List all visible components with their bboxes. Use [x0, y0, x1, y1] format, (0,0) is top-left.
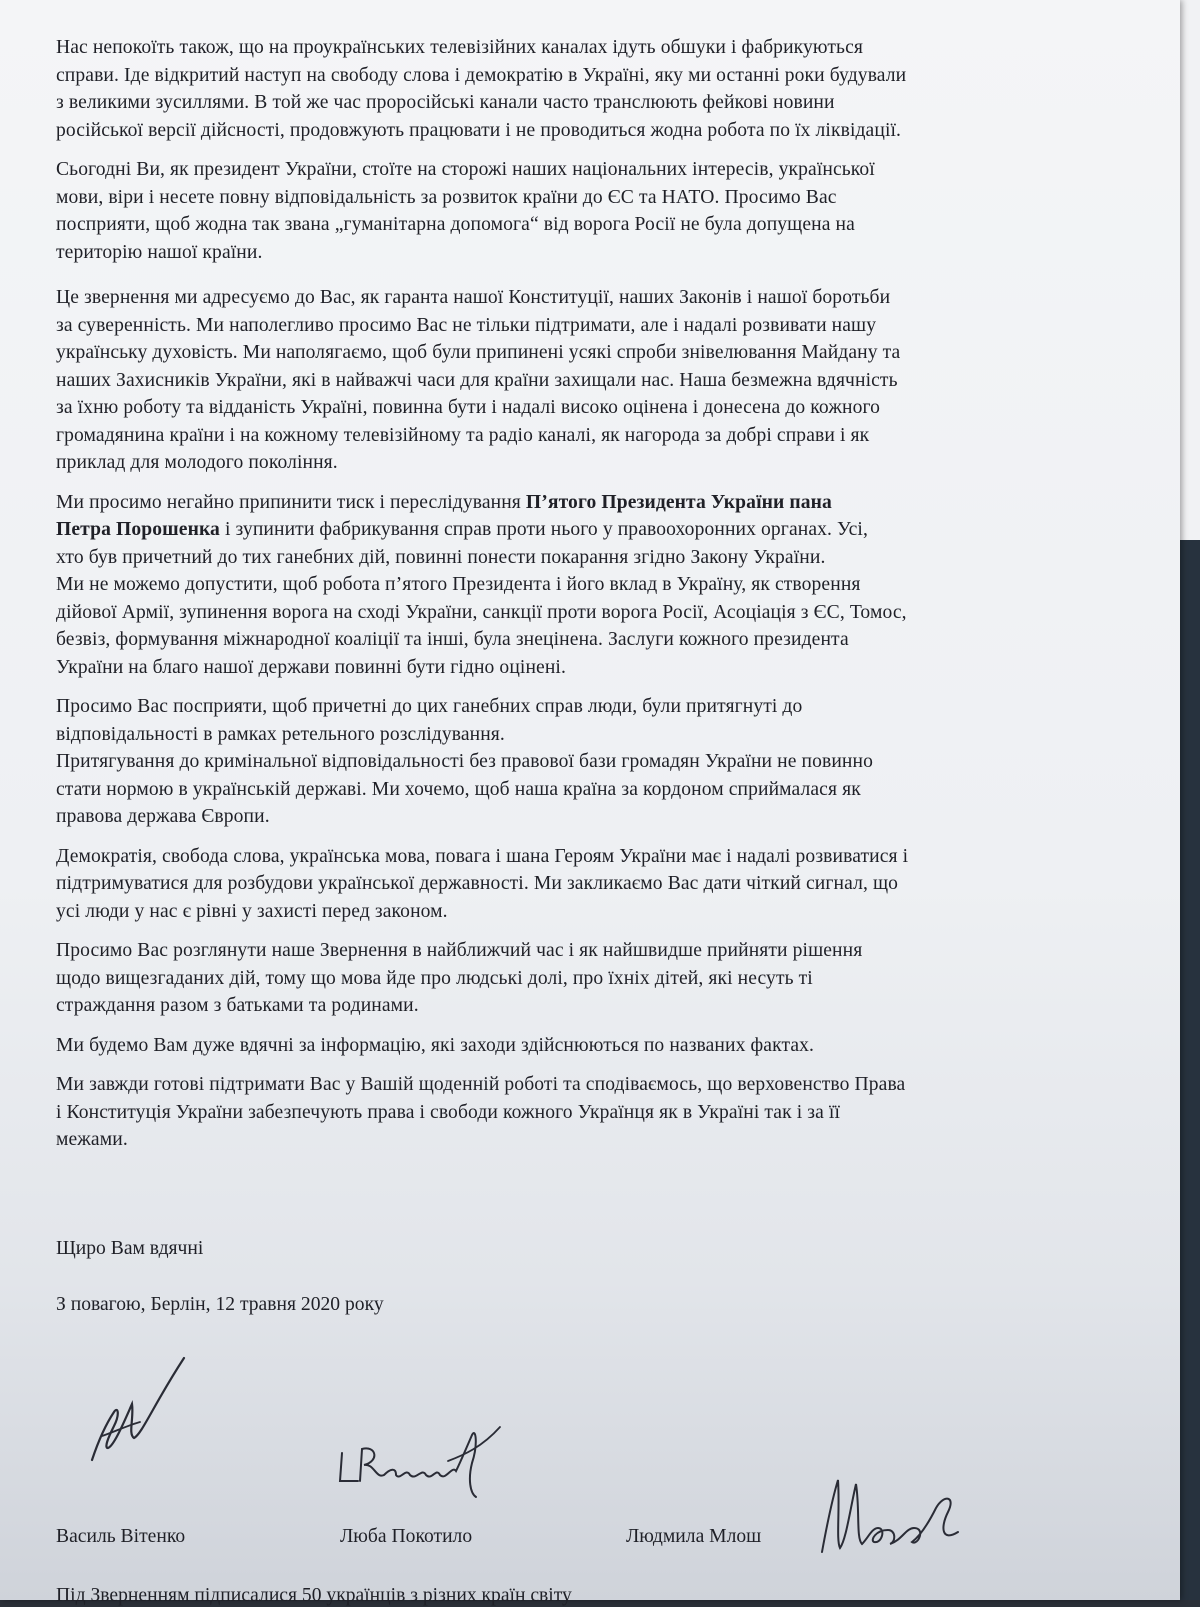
closing-regards: З повагою, Берлін, 12 травня 2020 року	[56, 1294, 384, 1315]
signatory-name: Василь Вітенко	[56, 1526, 186, 1547]
text-line: приклад для молодого покоління.	[56, 452, 338, 473]
signature-mlosh	[816, 1470, 966, 1560]
paragraph-1	[56, 34, 1166, 144]
text-line: Демократія, свобода слова, українська мова, повага і шана Героям України має і надалі розвиватися і	[56, 845, 909, 867]
text-line: Просимо Вас посприяти, щоб причетні до цих ганебних справ люди, були притягнуті до	[56, 696, 803, 717]
text-line: межами.	[56, 1129, 128, 1150]
paragraph-5	[56, 693, 1166, 831]
text-line: російської версії дійсності, продовжують працювати і не проводиться жодна робота по їх ліквідації.	[56, 119, 902, 141]
text-line: з великими зусиллями. В той же час проросійські канали часто транслюють фейкові новини	[56, 92, 835, 113]
text-line: Просимо Вас розглянути наше Звернення в найближчий час і як найшвидше прийняти рішення	[56, 940, 863, 961]
text-line: справи. Іде відкритий наступ на свободу слова і демократію в Україні, яку ми останні роки будували	[56, 64, 907, 86]
text-line: хто був причетний до тих ганебних дій, повинні понести покарання згідно Закону України.	[56, 546, 826, 568]
text-line: відповідальності в рамках ретельного розслідування.	[56, 723, 505, 745]
paragraph-4	[56, 489, 1166, 682]
text-line: стати нормою в українській державі. Ми хочемо, щоб наша країна за кордоном сприймалася як	[56, 778, 861, 800]
desk-background-top	[1180, 0, 1200, 540]
text-line: усі люди у нас є рівні у захисті перед законом.	[56, 900, 448, 922]
desk-background-bottom	[1180, 540, 1200, 1600]
paragraph-9	[56, 1071, 1166, 1154]
signatory-name: Люба Покотило	[340, 1526, 473, 1547]
text-line: Це звернення ми адресуємо до Вас, як гаранта нашої Конституції, наших Законів і нашої боротьби	[56, 287, 891, 308]
text-line: України на благо нашої держави повинні бути гідно оцінені.	[56, 656, 566, 678]
text-line: українську духовість. Ми наполягаємо, щоб були припинені усякі спроби знівелювання Майдану та	[56, 342, 901, 363]
bold-president-name: Петра Порошенка	[56, 519, 220, 540]
closing-thanks: Щиро Вам вдячні	[56, 1238, 204, 1259]
paragraph-2	[56, 156, 1166, 266]
signature-pokotylo	[336, 1405, 506, 1500]
text-line	[56, 489, 1166, 517]
text-line: наших Захисників України, які в найважчі часи для країни захищали нас. Наша безмежна вдячність	[56, 369, 898, 391]
letter-body	[56, 34, 1166, 1166]
text-line: Ми будемо Вам дуже вдячні за інформацію, які заходи здійснюються по названих фактах.	[56, 1034, 815, 1056]
text-line: Притягування до кримінальної відповідальності без правової бази громадян України не повинно	[56, 751, 873, 772]
text-line: Ми не можемо допустити, щоб робота п’ятого Президента і його вклад в Україну, як створення	[56, 574, 861, 595]
signatory-name: Людмила Млош	[626, 1526, 762, 1547]
text-line: територію нашої країни.	[56, 241, 263, 263]
footer-note: Під Зверненням підписалися 50 українців з різних країн світу	[56, 1585, 572, 1606]
text-line: дійової Армії, зупинення ворога на сході України, санкції проти ворога Росії, Асоціація з ЄС, Томос,	[56, 601, 907, 623]
text-line: за їхню роботу та відданість Україні, повинна бути і надалі високо оцінена і донесена до кожного	[56, 397, 881, 418]
paragraph-7	[56, 937, 1166, 1020]
text-line: безвіз, формування міжнародної коаліції та інші, була знецінена. Заслуги кожного президента	[56, 629, 849, 650]
text-line: щодо вищезгаданих дій, тому що мова йде про людські долі, про їхніх дітей, які несуть ті	[56, 967, 813, 989]
paragraph-6	[56, 843, 1166, 926]
bold-president-title: П’ятого Президента України пана	[525, 491, 832, 513]
paragraph-3	[56, 284, 1166, 477]
text-line: мови, віри і несете повну відповідальність за розвиток країни до ЄС та НАТО. Просимо Вас	[56, 186, 837, 208]
text-line: Сьогодні Ви, як президент України, стоїте на сторожі наших національних інтересів, української	[56, 159, 875, 180]
text-line	[56, 516, 1166, 544]
text-line: Нас непокоїть також, що на проукраїнських телевізійних каналах ідуть обшуки і фабрикуються	[56, 37, 863, 58]
text-line: страждання разом з батьками та родинами.	[56, 995, 419, 1016]
text-line: громадянина країни і на кожному телевізійному та радіо каналі, як нагорода за добрі справи і як	[56, 424, 870, 446]
text-line: посприяти, щоб жодна так звана „гуманітарна допомога“ від ворога Росії не була допущена на	[56, 214, 855, 235]
text-line: підтримуватися для розбудови української державності. Ми закликаємо Вас дати чіткий сигнал, що	[56, 873, 899, 894]
text-fragment: Ми просимо негайно припинити тиск і переслідування	[56, 491, 526, 513]
paragraph-8	[56, 1032, 1166, 1060]
signature-vitenko	[84, 1352, 194, 1467]
text-line: Ми завжди готові підтримати Вас у Вашій щоденній роботі та сподіваємось, що верховенство Права	[56, 1074, 906, 1095]
text-line: за суверенність. Ми наполегливо просимо Вас не тільки підтримати, але і надалі розвивати нашу	[56, 314, 877, 336]
text-line: і Конституція України забезпечують права і свободи кожного Українця як в Україні так і за її	[56, 1101, 840, 1123]
text-fragment: і зупинити фабрикування справ проти нього у правоохоронних органах. Усі,	[219, 519, 868, 540]
text-line: правова держава Європи.	[56, 806, 270, 827]
